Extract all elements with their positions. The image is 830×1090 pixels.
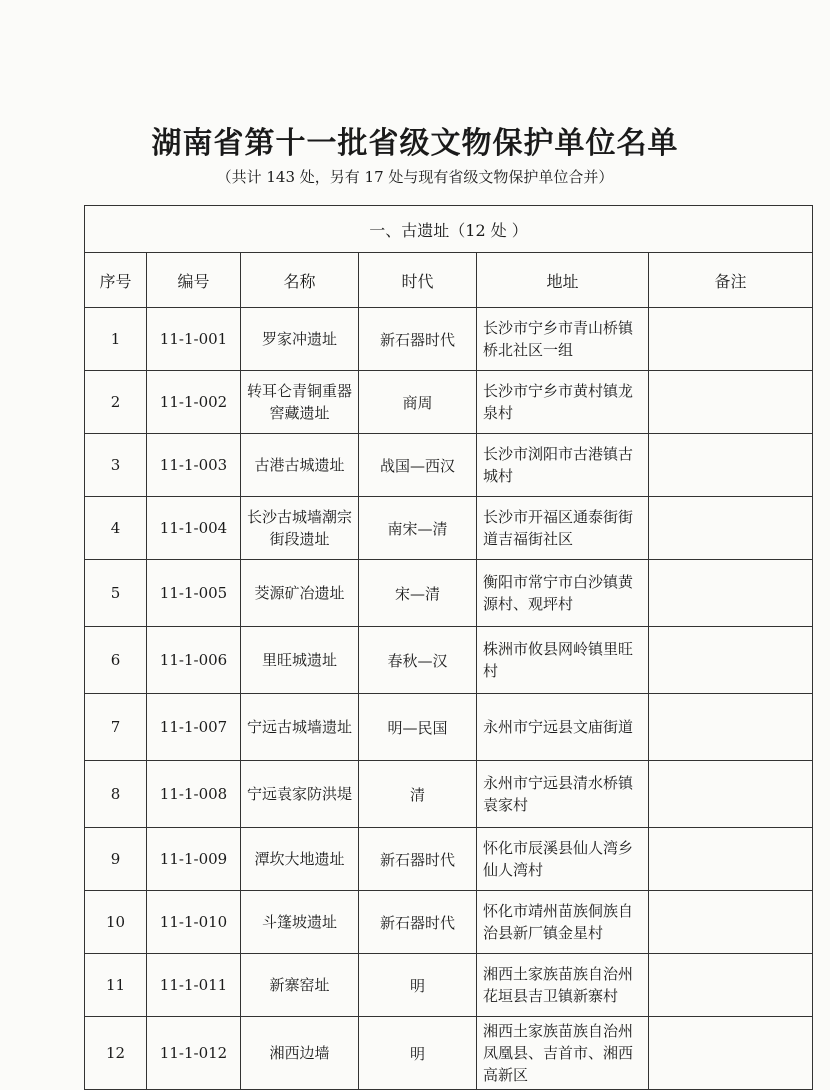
table-row [85,434,813,497]
cell-era: 明 [359,954,477,1017]
page-subtitle: （共计 143 处，另有 17 处与现有省级文物保护单位合并） [216,168,614,186]
cell-address: 长沙市浏阳市古港镇古城村 [477,434,649,497]
cell-name: 斗篷坡遗址 [241,891,359,954]
cell-code: 11-1-007 [147,694,241,761]
cell-code: 11-1-012 [147,1017,241,1090]
cell-address: 湘西土家族苗族自治州花垣县吉卫镇新寨村 [477,954,649,1017]
column-header-code: 编号 [147,253,241,308]
cell-name: 里旺城遗址 [241,627,359,694]
cell-era: 南宋—清 [359,497,477,560]
cell-code: 11-1-010 [147,891,241,954]
cell-code: 11-1-001 [147,308,241,371]
cell-era: 明—民国 [359,694,477,761]
cell-address: 株洲市攸县网岭镇里旺村 [477,627,649,694]
cell-name: 茭源矿冶遗址 [241,560,359,627]
cell-name: 长沙古城墙潮宗街段遗址 [241,497,359,560]
cell-address: 湘西土家族苗族自治州凤凰县、吉首市、湘西高新区 [477,1017,649,1090]
cell-no: 1 [85,308,147,371]
table-row [85,627,813,694]
cell-note [649,891,813,954]
table-row [85,560,813,627]
section-title: 一、古遗址（12 处 ） [85,206,813,253]
cell-code: 11-1-005 [147,560,241,627]
cell-address: 长沙市开福区通泰街街道吉福街社区 [477,497,649,560]
cell-era: 新石器时代 [359,891,477,954]
table-row [85,828,813,891]
cell-no: 6 [85,627,147,694]
cell-code: 11-1-008 [147,761,241,828]
cell-no: 12 [85,1017,147,1090]
cell-era: 清 [359,761,477,828]
heritage-table [84,205,813,1090]
table-row [85,761,813,828]
section-header-row [85,206,813,253]
cell-note [649,308,813,371]
table-row [85,497,813,560]
column-header-era: 时代 [359,253,477,308]
cell-name: 新寨窑址 [241,954,359,1017]
cell-no: 10 [85,891,147,954]
cell-note [649,497,813,560]
cell-address: 怀化市辰溪县仙人湾乡仙人湾村 [477,828,649,891]
cell-note [649,761,813,828]
column-header-no: 序号 [85,253,147,308]
cell-note [649,694,813,761]
cell-note [649,560,813,627]
cell-name: 潭坎大地遗址 [241,828,359,891]
page-title: 湖南省第十一批省级文物保护单位名单 [151,126,679,161]
cell-code: 11-1-004 [147,497,241,560]
cell-code: 11-1-011 [147,954,241,1017]
cell-no: 2 [85,371,147,434]
cell-address: 永州市宁远县清水桥镇袁家村 [477,761,649,828]
column-header-row [85,253,813,308]
column-header-address: 地址 [477,253,649,308]
column-header-note: 备注 [649,253,813,308]
cell-code: 11-1-009 [147,828,241,891]
column-header-name: 名称 [241,253,359,308]
cell-address: 怀化市靖州苗族侗族自治县新厂镇金星村 [477,891,649,954]
cell-name: 湘西边墙 [241,1017,359,1090]
cell-code: 11-1-002 [147,371,241,434]
cell-name: 宁远袁家防洪堤 [241,761,359,828]
cell-note [649,434,813,497]
table-body [85,308,813,1090]
table-row [85,954,813,1017]
cell-era: 明 [359,1017,477,1090]
cell-note [649,371,813,434]
cell-code: 11-1-006 [147,627,241,694]
cell-no: 11 [85,954,147,1017]
cell-era: 春秋—汉 [359,627,477,694]
cell-era: 新石器时代 [359,308,477,371]
cell-name: 罗家冲遗址 [241,308,359,371]
cell-name: 宁远古城墙遗址 [241,694,359,761]
cell-note [649,828,813,891]
cell-no: 3 [85,434,147,497]
table-row [85,371,813,434]
cell-address: 永州市宁远县文庙街道 [477,694,649,761]
table-row [85,891,813,954]
table-row [85,694,813,761]
cell-era: 商周 [359,371,477,434]
cell-code: 11-1-003 [147,434,241,497]
cell-era: 宋—清 [359,560,477,627]
cell-name: 转耳仑青铜重器窖藏遗址 [241,371,359,434]
cell-address: 长沙市宁乡市黄村镇龙泉村 [477,371,649,434]
cell-note [649,954,813,1017]
cell-address: 长沙市宁乡市青山桥镇桥北社区一组 [477,308,649,371]
cell-era: 新石器时代 [359,828,477,891]
cell-no: 4 [85,497,147,560]
cell-no: 7 [85,694,147,761]
cell-note [649,627,813,694]
cell-no: 9 [85,828,147,891]
cell-no: 5 [85,560,147,627]
cell-no: 8 [85,761,147,828]
cell-address: 衡阳市常宁市白沙镇黄源村、观坪村 [477,560,649,627]
cell-era: 战国—西汉 [359,434,477,497]
cell-name: 古港古城遗址 [241,434,359,497]
table-row [85,308,813,371]
